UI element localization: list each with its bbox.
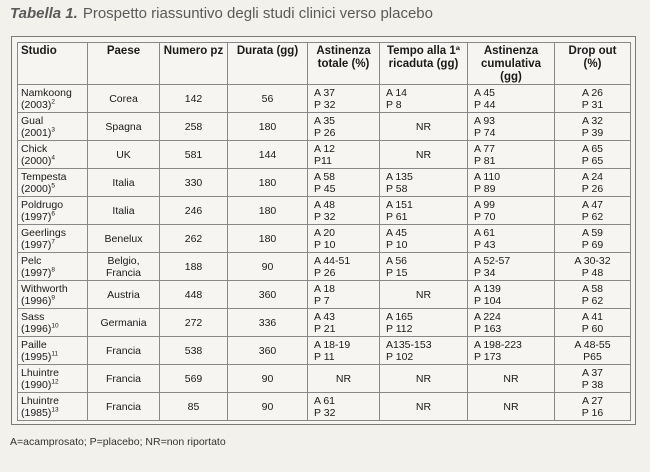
dropout-cell-line: A 24 [581, 170, 604, 183]
country-cell [88, 225, 160, 253]
table-row [18, 169, 631, 197]
country-cell [88, 169, 160, 197]
relapse-time-cell-line: P 61 [386, 210, 408, 223]
dropout-cell-line: A 32 [581, 114, 604, 127]
dropout-cell [555, 225, 631, 253]
dropout-cell [555, 85, 631, 113]
dropout-cell [555, 141, 631, 169]
country-cell-line: Italia [112, 204, 135, 217]
dropout-cell [555, 337, 631, 365]
study-reference: 2 [51, 98, 55, 105]
patients-cell: 142 [160, 85, 228, 113]
patients-cell: 538 [160, 337, 228, 365]
dropout-cell-line: P 60 [581, 322, 604, 335]
header-line: Durata (gg) [236, 45, 299, 57]
patients-cell: 448 [160, 281, 228, 309]
study-cell [18, 337, 88, 365]
dropout-cell-line: P 48 [581, 266, 604, 279]
header-line: Astinenza [483, 45, 539, 57]
patients-cell: 188 [160, 253, 228, 281]
abstinence-cumulative-cell-line: P 163 [474, 322, 502, 335]
abstinence-total-cell [308, 253, 380, 281]
study-cell [18, 309, 88, 337]
study-cell [18, 281, 88, 309]
study-reference: 10 [51, 322, 59, 329]
abstinence-cumulative-cell-line: A 93 [474, 114, 496, 127]
dropout-cell-line: P 38 [581, 378, 604, 391]
country-cell [88, 309, 160, 337]
abstinence-total-cell-line: A 48 [314, 198, 336, 211]
study-reference: 13 [51, 406, 59, 413]
abstinence-cumulative-cell-line: P 43 [474, 238, 496, 251]
relapse-time-cell-line: A 135 [386, 170, 413, 183]
relapse-time-cell-line: P 112 [386, 322, 413, 335]
duration-cell: 360 [228, 281, 308, 309]
study-reference: 6 [51, 210, 55, 217]
table-row [18, 365, 631, 393]
study-cell [18, 253, 88, 281]
duration-cell: 360 [228, 337, 308, 365]
header-paese [88, 43, 160, 85]
abstinence-total-cell-line: P 10 [314, 238, 336, 251]
country-cell-line: Italia [112, 176, 135, 189]
abstinence-cumulative-cell-line: A 77 [474, 142, 496, 155]
abstinence-total-cell-line: A 20 [314, 226, 336, 239]
study-reference: 7 [51, 238, 55, 245]
header-line: Studio [21, 45, 57, 57]
header-line: totale (%) [317, 58, 370, 70]
abstinence-cumulative-cell [468, 393, 555, 421]
abstinence-total-cell-line: P 45 [314, 182, 336, 195]
study-cell [18, 393, 88, 421]
duration-cell: 180 [228, 169, 308, 197]
dropout-cell-line: A 59 [581, 226, 604, 239]
abstinence-total-cell-line: P 32 [314, 210, 336, 223]
country-cell-line: Francia [105, 344, 141, 357]
abstinence-total-cell-line: P 11 [314, 350, 335, 363]
country-cell [88, 141, 160, 169]
abstinence-cumulative-cell-line: A 110 [474, 170, 501, 183]
dropout-cell-line: P 26 [581, 182, 604, 195]
country-cell [88, 85, 160, 113]
header-line: (%) [583, 58, 602, 70]
abstinence-cumulative-cell-line: P 74 [474, 126, 496, 139]
abstinence-total-cell [308, 281, 380, 309]
relapse-time-cell [380, 393, 468, 421]
duration-cell: 90 [228, 365, 308, 393]
study-year: (1985) [21, 406, 52, 419]
relapse-time-cell [380, 113, 468, 141]
study-author: Sass [21, 310, 45, 323]
dropout-cell-line: A 37 [581, 366, 604, 379]
relapse-time-cell-line: A 151 [386, 198, 413, 211]
study-year: (2001) [21, 126, 52, 139]
relapse-time-cell [380, 337, 468, 365]
abstinence-cumulative-cell [468, 141, 555, 169]
relapse-time-cell-line: A 165 [386, 310, 413, 323]
relapse-time-cell [380, 169, 468, 197]
relapse-time-cell [380, 309, 468, 337]
study-reference: 12 [51, 378, 59, 385]
study-year: (1995) [21, 350, 52, 363]
dropout-cell [555, 169, 631, 197]
table-row [18, 393, 631, 421]
patients-cell: 85 [160, 393, 228, 421]
dropout-cell-line: P 65 [581, 154, 604, 167]
abstinence-cumulative-cell [468, 169, 555, 197]
table-row [18, 253, 631, 281]
study-cell [18, 169, 88, 197]
dropout-cell-line: A 41 [581, 310, 604, 323]
abstinence-cumulative-cell-line: A 198-223 [474, 338, 522, 351]
patients-cell: 272 [160, 309, 228, 337]
country-cell-line: Francia [105, 372, 141, 385]
relapse-time-cell [380, 85, 468, 113]
table-header-row [18, 43, 631, 85]
abstinence-total-cell [308, 365, 380, 393]
study-year: (1996) [21, 294, 52, 307]
abstinence-cumulative-cell [468, 337, 555, 365]
patients-cell: 262 [160, 225, 228, 253]
table-row [18, 113, 631, 141]
study-year: (1997) [21, 238, 52, 251]
study-cell [18, 197, 88, 225]
abstinence-cumulative-cell [468, 281, 555, 309]
abstinence-cumulative-cell [468, 85, 555, 113]
abstinence-total-cell [308, 113, 380, 141]
study-cell [18, 85, 88, 113]
country-cell-line: Francia [105, 266, 141, 279]
abstinence-total-cell [308, 337, 380, 365]
abstinence-total-cell-line: P 26 [314, 126, 336, 139]
study-year: (2000) [21, 154, 52, 167]
duration-cell: 180 [228, 113, 308, 141]
abstinence-cumulative-cell-line: A 61 [474, 226, 496, 239]
patients-cell: 246 [160, 197, 228, 225]
relapse-time-cell-line: P 58 [386, 182, 408, 195]
abstinence-total-cell-line: A 18-19 [314, 338, 351, 351]
relapse-time-cell-line: A 56 [386, 254, 408, 267]
abstinence-cumulative-cell [468, 197, 555, 225]
abstinence-cumulative-cell-line: P 44 [474, 98, 496, 111]
study-reference: 4 [51, 154, 55, 161]
patients-cell: 569 [160, 365, 228, 393]
abstinence-total-cell-line: P 21 [314, 322, 336, 335]
relapse-time-cell-line: NR [415, 148, 432, 161]
table-row [18, 141, 631, 169]
relapse-time-cell-line: NR [415, 400, 432, 413]
study-year: (1990) [21, 378, 52, 391]
table-row [18, 225, 631, 253]
dropout-cell [555, 365, 631, 393]
abstinence-total-cell-line: NR [335, 372, 352, 385]
country-cell [88, 365, 160, 393]
dropout-cell-line: A 58 [581, 282, 604, 295]
country-cell [88, 197, 160, 225]
header-astinenza-totale [308, 43, 380, 85]
dropout-cell [555, 281, 631, 309]
relapse-time-cell [380, 225, 468, 253]
table-body [18, 85, 631, 421]
relapse-time-cell-line: NR [415, 120, 432, 133]
study-year: (1997) [21, 210, 52, 223]
study-cell [18, 365, 88, 393]
abstinence-total-cell-line: A 35 [314, 114, 336, 127]
relapse-time-cell-line: A 45 [386, 226, 408, 239]
header-line: cumulativa [480, 58, 542, 70]
study-author: Lhuintre [21, 366, 59, 379]
dropout-cell-line: A 47 [581, 198, 604, 211]
study-cell [18, 225, 88, 253]
dropout-cell [555, 393, 631, 421]
duration-cell: 144 [228, 141, 308, 169]
dropout-cell-line: A 26 [581, 86, 604, 99]
abstinence-total-cell [308, 225, 380, 253]
country-cell [88, 393, 160, 421]
country-cell-line: Spagna [105, 120, 142, 133]
study-author: Withworth [21, 282, 68, 295]
abstinence-total-cell-line: P 7 [314, 294, 330, 307]
country-cell [88, 253, 160, 281]
header-astinenza-cumulativa [468, 43, 555, 85]
dropout-cell-line: P 39 [581, 126, 604, 139]
abstinence-total-cell-line: A 43 [314, 310, 336, 323]
abstinence-total-cell-line: A 58 [314, 170, 336, 183]
relapse-time-cell-line: P 8 [386, 98, 402, 111]
dropout-cell-line: A 65 [581, 142, 604, 155]
duration-cell: 90 [228, 253, 308, 281]
relapse-time-cell-line: P 10 [386, 238, 408, 251]
relapse-time-cell [380, 197, 468, 225]
duration-cell: 90 [228, 393, 308, 421]
study-cell [18, 141, 88, 169]
dropout-cell-line: A 27 [581, 394, 604, 407]
header-line: Astinenza [316, 45, 371, 57]
abstinence-cumulative-cell-line: P 81 [474, 154, 496, 167]
studies-table [17, 42, 631, 421]
study-reference: 9 [51, 294, 55, 301]
country-cell [88, 281, 160, 309]
abstinence-cumulative-cell-line: NR [503, 372, 519, 385]
header-numero-pz [160, 43, 228, 85]
relapse-time-cell-line: P 15 [386, 266, 408, 279]
abstinence-cumulative-cell-line: A 99 [474, 198, 496, 211]
abstinence-total-cell-line: P 26 [314, 266, 336, 279]
abstinence-cumulative-cell-line: NR [503, 400, 519, 413]
study-author: Geerlings [21, 226, 66, 239]
dropout-cell-line: P 16 [581, 406, 604, 419]
abstinence-cumulative-cell-line: P 89 [474, 182, 496, 195]
abstinence-cumulative-cell-line: A 52-57 [474, 254, 511, 267]
country-cell-line: Francia [105, 400, 141, 413]
study-author: Lhuintre [21, 394, 59, 407]
abstinence-total-cell-line: P 32 [314, 98, 336, 111]
study-reference: 5 [51, 182, 55, 189]
abstinence-total-cell [308, 169, 380, 197]
abstinence-cumulative-cell [468, 253, 555, 281]
abstinence-total-cell-line: P 32 [314, 406, 336, 419]
country-cell-line: Germania [100, 316, 147, 329]
abstinence-total-cell-line: A 12 [314, 142, 336, 155]
abstinence-total-cell [308, 393, 380, 421]
study-author: Paille [21, 338, 47, 351]
abstinence-cumulative-cell [468, 309, 555, 337]
dropout-cell-line: P 69 [581, 238, 604, 251]
table-label: Tabella 1. [10, 5, 78, 22]
abstinence-total-cell [308, 197, 380, 225]
study-year: (1997) [21, 266, 52, 279]
relapse-time-cell-line: P 102 [386, 350, 414, 363]
country-cell-line: Austria [107, 288, 140, 301]
study-cell [18, 113, 88, 141]
abstinence-cumulative-cell-line: P 104 [474, 294, 502, 307]
abstinence-total-cell-line: A 44-51 [314, 254, 351, 267]
relapse-time-cell-line: NR [415, 372, 432, 385]
header-line: Tempo alla 1ª [386, 45, 461, 57]
table-caption [10, 5, 433, 22]
header-line: Drop out [568, 45, 617, 57]
table-row [18, 337, 631, 365]
table-title: Prospetto riassuntivo degli studi clinici verso placebo [82, 5, 433, 22]
study-reference: 3 [51, 126, 55, 133]
header-line: ricaduta (gg) [388, 58, 459, 70]
abstinence-cumulative-cell-line: A 139 [474, 282, 501, 295]
study-reference: 11 [51, 350, 59, 357]
abstinence-total-cell-line: A 61 [314, 394, 336, 407]
abstinence-total-cell [308, 141, 380, 169]
table-row [18, 85, 631, 113]
dropout-cell-line: P 31 [581, 98, 604, 111]
dropout-cell-line: P65 [583, 350, 602, 363]
duration-cell: 180 [228, 197, 308, 225]
header-tempo-ricaduta [380, 43, 468, 85]
dropout-cell [555, 309, 631, 337]
relapse-time-cell-line: NR [415, 288, 432, 301]
table-row [18, 309, 631, 337]
relapse-time-cell-line: A135-153 [386, 338, 432, 351]
dropout-cell [555, 253, 631, 281]
relapse-time-cell [380, 253, 468, 281]
study-author: Tempesta [21, 170, 67, 183]
abstinence-total-cell-line: A 37 [314, 86, 336, 99]
dropout-cell-line: P 62 [581, 210, 604, 223]
study-author: Namkoong [21, 86, 72, 99]
abstinence-cumulative-cell [468, 225, 555, 253]
study-author: Pelc [21, 254, 42, 267]
header-durata [228, 43, 308, 85]
header-line: (gg) [500, 71, 522, 83]
abstinence-cumulative-cell-line: P 173 [474, 350, 502, 363]
study-year: (1996) [21, 322, 52, 335]
country-cell [88, 337, 160, 365]
study-author: Chick [21, 142, 48, 155]
abstinence-cumulative-cell [468, 113, 555, 141]
study-author: Gual [21, 114, 44, 127]
study-year: (2000) [21, 182, 52, 195]
study-author: Poldrugo [21, 198, 64, 211]
dropout-cell-line: A 30-32 [574, 254, 611, 267]
table-frame [11, 36, 636, 425]
dropout-cell [555, 113, 631, 141]
patients-cell: 258 [160, 113, 228, 141]
country-cell-line: Belgio, [107, 254, 140, 267]
relapse-time-cell-line: A 14 [386, 86, 408, 99]
abstinence-total-cell-line: P11 [314, 154, 332, 167]
abstinence-cumulative-cell [468, 365, 555, 393]
abstinence-total-cell [308, 85, 380, 113]
abstinence-total-cell-line: A 18 [314, 282, 336, 295]
relapse-time-cell [380, 365, 468, 393]
relapse-time-cell [380, 141, 468, 169]
abstinence-cumulative-cell-line: P 34 [474, 266, 496, 279]
duration-cell: 336 [228, 309, 308, 337]
study-reference: 8 [51, 266, 55, 273]
duration-cell: 180 [228, 225, 308, 253]
patients-cell: 581 [160, 141, 228, 169]
abstinence-cumulative-cell-line: A 224 [474, 310, 501, 323]
country-cell-line: Corea [109, 92, 138, 105]
table-row [18, 281, 631, 309]
header-studio [18, 43, 88, 85]
country-cell [88, 113, 160, 141]
patients-cell: 330 [160, 169, 228, 197]
duration-cell: 56 [228, 85, 308, 113]
study-year: (2003) [21, 98, 52, 111]
header-line: Paese [106, 45, 141, 57]
country-cell-line: Benelux [104, 232, 143, 245]
relapse-time-cell [380, 281, 468, 309]
dropout-cell-line: P 62 [581, 294, 604, 307]
table-row [18, 197, 631, 225]
header-drop-out [555, 43, 631, 85]
abstinence-cumulative-cell-line: P 70 [474, 210, 496, 223]
abstinence-total-cell [308, 309, 380, 337]
dropout-cell-line: A 48-55 [574, 338, 611, 351]
dropout-cell [555, 197, 631, 225]
header-line: Numero pz [163, 45, 224, 57]
table-footnote: A=acamprosato; P=placebo; NR=non riportato [10, 436, 226, 448]
country-cell-line: UK [116, 148, 131, 161]
abstinence-cumulative-cell-line: A 45 [474, 86, 496, 99]
